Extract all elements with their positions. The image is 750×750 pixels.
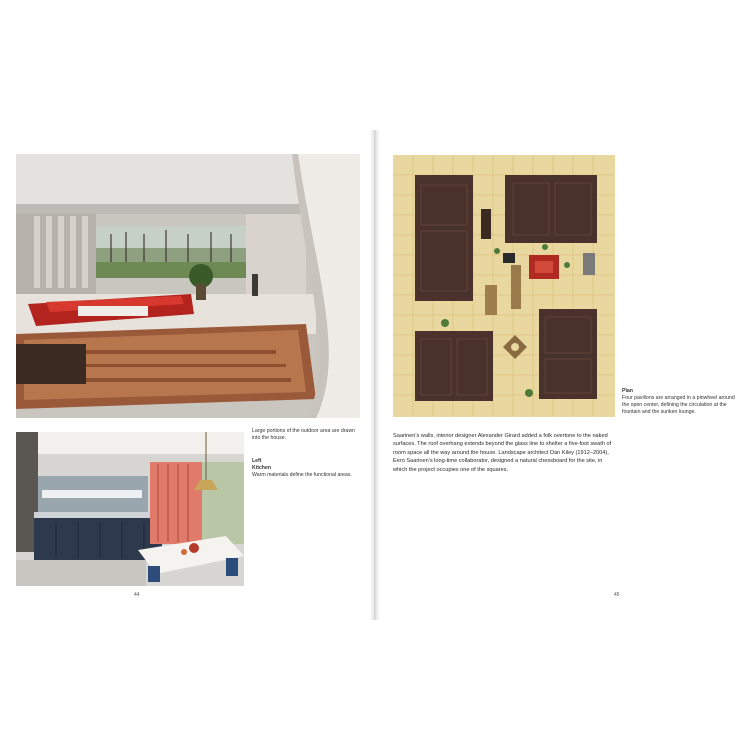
plan-caption-label: Plan xyxy=(622,388,633,394)
kitchen-caption-title: Kitchen xyxy=(252,465,272,471)
plan-caption-text: Four pavilions are arranged in a pinwheel around the open center, defining the circulation at the fountain and the sunken lounge. xyxy=(622,395,735,415)
living-room-caption xyxy=(252,428,360,442)
floor-plan-illustration xyxy=(393,155,615,417)
kitchen-caption-label: Left xyxy=(252,458,262,464)
living-room-illustration xyxy=(16,154,360,418)
book-gutter xyxy=(370,130,380,620)
living-room-caption-text: Large portions of the outdoor area are drawn into the house. xyxy=(252,428,355,441)
body-paragraph: Saarinen's walls, interior designer Alexander Girard added a folk overtone to the naked surfaces. The roof overhang extends beyond the glass line to shelter a five-foot swath of room space all the way around the house. Landscape architect Dan Kiley (1912–2004), Eero Saarinen's long-time collaborator, designed a natural chessboard for the site, in which the project occupies one of the squares. xyxy=(393,433,612,473)
kitchen-photo xyxy=(16,432,244,586)
kitchen-caption-text: Warm materials define the functional areas. xyxy=(252,472,352,478)
page-number-left: 44 xyxy=(134,592,140,598)
page-number-right: 45 xyxy=(614,592,620,598)
floor-plan-drawing xyxy=(393,155,615,417)
living-room-photo xyxy=(16,154,360,418)
plan-caption xyxy=(622,388,740,416)
kitchen-caption xyxy=(252,458,360,479)
kitchen-illustration xyxy=(16,432,244,586)
